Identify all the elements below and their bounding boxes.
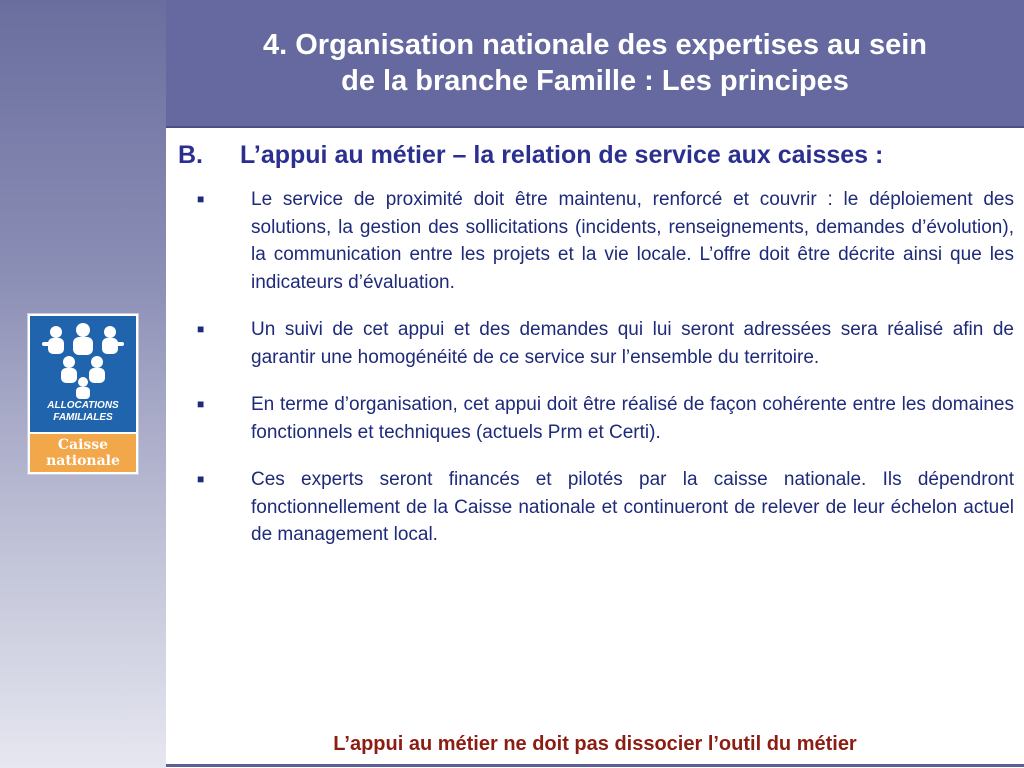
section-heading [176, 138, 1014, 173]
logo-blue-block [30, 316, 136, 432]
section-letter: B. [178, 141, 203, 169]
bullet-item [176, 391, 1014, 446]
bullet-text: Ces experts seront financés et pilotés par la caisse nationale. Ils dépendront fonctionnellement de la Caisse nationale et continueront de relever de leur échelon actuel de management local. [251, 469, 1014, 545]
bullet-square-icon: ■ [197, 322, 205, 336]
bullet-square-icon: ■ [197, 192, 205, 206]
slide-title [215, 27, 975, 99]
bullet-item [176, 466, 1014, 549]
logo-caisse-text: Caisse [57, 437, 109, 453]
logo-allocations-text: ALLOCATIONS FAMILIALES [47, 400, 119, 423]
logo-orange-block [30, 434, 136, 472]
bullet-item [176, 316, 1014, 371]
title-band [166, 0, 1024, 128]
caf-logo [28, 314, 138, 474]
title-line-1: 4. Organisation nationale des expertises au sein [262, 29, 927, 61]
bullet-text: Le service de proximité doit être maintenu, renforcé et couvrir : le déploiement des solutions, la gestion des sollicitations (incidents, renseignements, demandes d’évolution), la communication entre les projets et la vie locale. L’offre doit être décrite ainsi que les indicateurs d’évaluation. [251, 189, 1014, 293]
title-line-2: de la branche Famille : Les principes [341, 65, 849, 97]
bullet-square-icon: ■ [197, 397, 205, 411]
bullet-text: Un suivi de cet appui et des demandes qui lui seront adressées sera réalisé afin de garantir une homogénéité de ce service sur l’ensemble du territoire. [251, 319, 1014, 368]
footer-note: L’appui au métier ne doit pas dissocier l’outil du métier [333, 733, 857, 755]
slide-content [176, 138, 1014, 549]
bottom-divider [166, 764, 1024, 767]
bullet-square-icon: ■ [197, 472, 205, 486]
family-figures-icon [42, 322, 124, 400]
bullet-list [176, 186, 1014, 549]
bullet-item [176, 186, 1014, 296]
section-heading-text: L’appui au métier – la relation de service aux caisses : [240, 141, 884, 169]
logo-nationale-text: nationale [46, 453, 120, 469]
bullet-text: En terme d’organisation, cet appui doit être réalisé de façon cohérente entre les domaines fonctionnels et techniques (actuels Prm et Certi). [251, 394, 1014, 443]
